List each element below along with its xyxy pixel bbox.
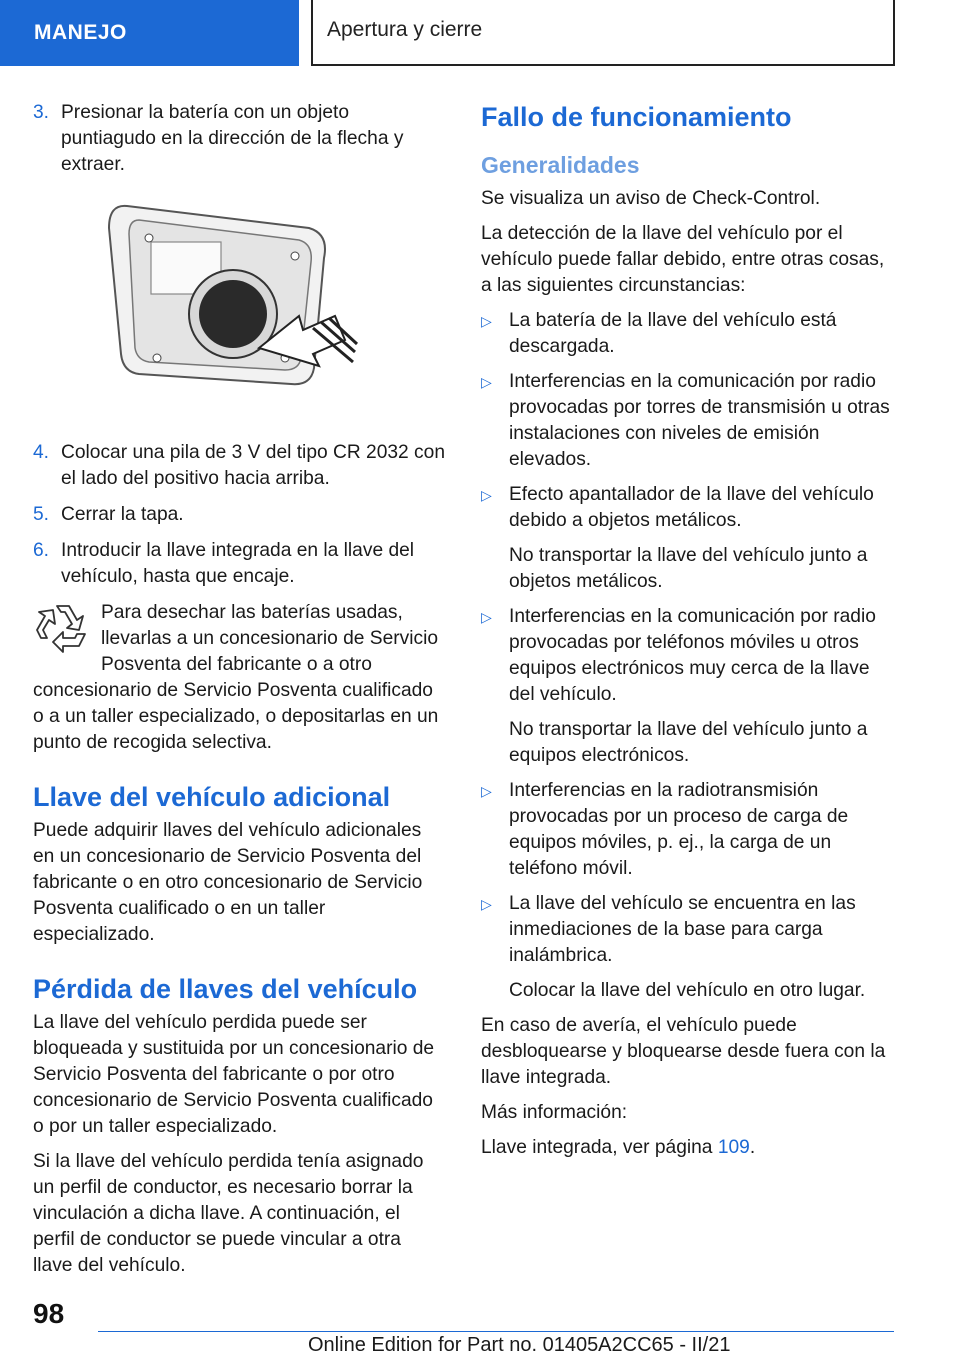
step-number: 4. <box>33 442 50 463</box>
triangle-bullet-icon: ▷ <box>481 896 492 912</box>
paragraph-lost-keys-2: Si la llave del vehículo perdida tenía asignado un perfil de conductor, es necesario borrar la vinculación a dicha llave. A continuación, el perfil de conductor se puede vincular a otra llave del vehículo. <box>33 1151 424 1276</box>
heading-lost-keys: Pérdida de llaves del vehículo <box>33 974 418 1004</box>
step-number: 6. <box>33 540 50 561</box>
paragraph-check-control: Se visualiza un aviso de Check-Control. <box>481 188 821 209</box>
page-number: 98 <box>33 1298 65 1329</box>
step-text: Presionar la batería con un objeto puntiagudo en la dirección de la flecha y extraer. <box>61 102 404 175</box>
bullet-text: Efecto apantallador de la llave del vehículo debido a objetos metálicos. <box>509 484 874 531</box>
recycle-icon <box>33 600 93 656</box>
triangle-bullet-icon: ▷ <box>481 313 492 329</box>
chapter-box <box>311 0 895 66</box>
recycle-text: Para desechar las baterías usadas, llevarlas a un concesionario de Servicio Posventa del fabricante o a otro concesionario de Servicio Posventa cualificado o a un taller especializado, o depositarlas en un punto de recogida selectiva. <box>33 602 439 753</box>
step-number: 3. <box>33 102 50 123</box>
page-link[interactable]: 109 <box>717 1137 750 1158</box>
list-item <box>481 778 899 882</box>
bullet-note: No transportar la llave del vehículo junto a equipos electrónicos. <box>509 719 868 766</box>
footer-edition: Online Edition for Part no. 01405A2CC65 - II/21 <box>308 1334 731 1356</box>
bullet-note: Colocar la llave del vehículo en otro lugar. <box>509 980 866 1001</box>
paragraph-lost-keys-1: La llave del vehículo perdida puede ser bloqueada y sustituida por un concesionario de Servicio Posventa del fabricante o por otro concesionario de Servicio Posventa cualificado o por un taller especializado. <box>33 1012 435 1137</box>
list-item <box>481 604 899 769</box>
chapter-title: Apertura y cierre <box>327 18 483 41</box>
step-number: 5. <box>33 504 50 525</box>
triangle-bullet-icon: ▷ <box>481 487 492 503</box>
section-tab: MANEJO <box>0 0 299 66</box>
bullet-text: La batería de la llave del vehículo está descargada. <box>509 310 837 357</box>
heading-general: Generalidades <box>481 152 640 178</box>
bullet-text: Interferencias en la radiotransmisión provocadas por un proceso de carga de equipos móviles, p. ej., la carga de un teléfono móvil. <box>509 780 849 879</box>
right-column <box>481 100 899 1170</box>
see-page-text: Llave integrada, ver página <box>481 1137 718 1158</box>
step-3 <box>33 100 445 178</box>
heading-malfunction: Fallo de funcionamiento <box>481 102 792 132</box>
bullet-note: No transportar la llave del vehículo junto a objetos metálicos. <box>509 545 868 592</box>
bullet-text: La llave del vehículo se encuentra en las inmediaciones de la base para carga inalámbrica. <box>509 893 856 966</box>
step-6 <box>33 538 445 590</box>
triangle-bullet-icon: ▷ <box>481 783 492 799</box>
see-page-suffix: . <box>749 1137 756 1158</box>
paragraph-breakdown: En caso de avería, el vehículo puede desbloquearse y bloquearse desde fuera con la llave integrada. <box>481 1015 886 1088</box>
step-4 <box>33 440 445 492</box>
list-item <box>481 482 899 595</box>
footer-divider <box>98 1331 894 1332</box>
list-item <box>481 369 899 473</box>
paragraph-detection: La detección de la llave del vehículo por el vehículo puede fallar debido, entre otras cosas, a las siguientes circunstancias: <box>481 223 885 296</box>
paragraph-more-info: Más información: <box>481 1102 628 1123</box>
recycle-note <box>33 600 445 756</box>
list-item <box>481 891 899 1004</box>
bullet-text: Interferencias en la comunicación por radio provocadas por torres de transmisión u otras instalaciones con niveles de emisión elevados. <box>509 371 890 470</box>
page-header <box>0 0 960 66</box>
heading-additional-key: Llave del vehículo adicional <box>33 782 391 812</box>
step-5 <box>33 502 445 528</box>
list-item <box>481 308 899 360</box>
bullet-text: Interferencias en la comunicación por radio provocadas por teléfonos móviles u otros equipos electrónicos muy cerca de la llave del vehículo. <box>509 606 876 705</box>
paragraph-see-page <box>481 1135 899 1161</box>
triangle-bullet-icon: ▷ <box>481 609 492 625</box>
key-battery-illustration <box>99 198 359 398</box>
triangle-bullet-icon: ▷ <box>481 374 492 390</box>
step-text: Colocar una pila de 3 V del tipo CR 2032 con el lado del positivo hacia arriba. <box>61 442 445 489</box>
left-column <box>33 100 445 1288</box>
step-text: Cerrar la tapa. <box>61 504 184 525</box>
key-battery-figure <box>33 198 445 410</box>
step-text: Introducir la llave integrada en la llave del vehículo, hasta que encaje. <box>61 540 415 587</box>
paragraph-additional-key: Puede adquirir llaves del vehículo adicionales en un concesionario de Servicio Posventa del fabricante o en otro concesionario de Servicio Posventa cualificado o en un taller especializado. <box>33 820 423 945</box>
